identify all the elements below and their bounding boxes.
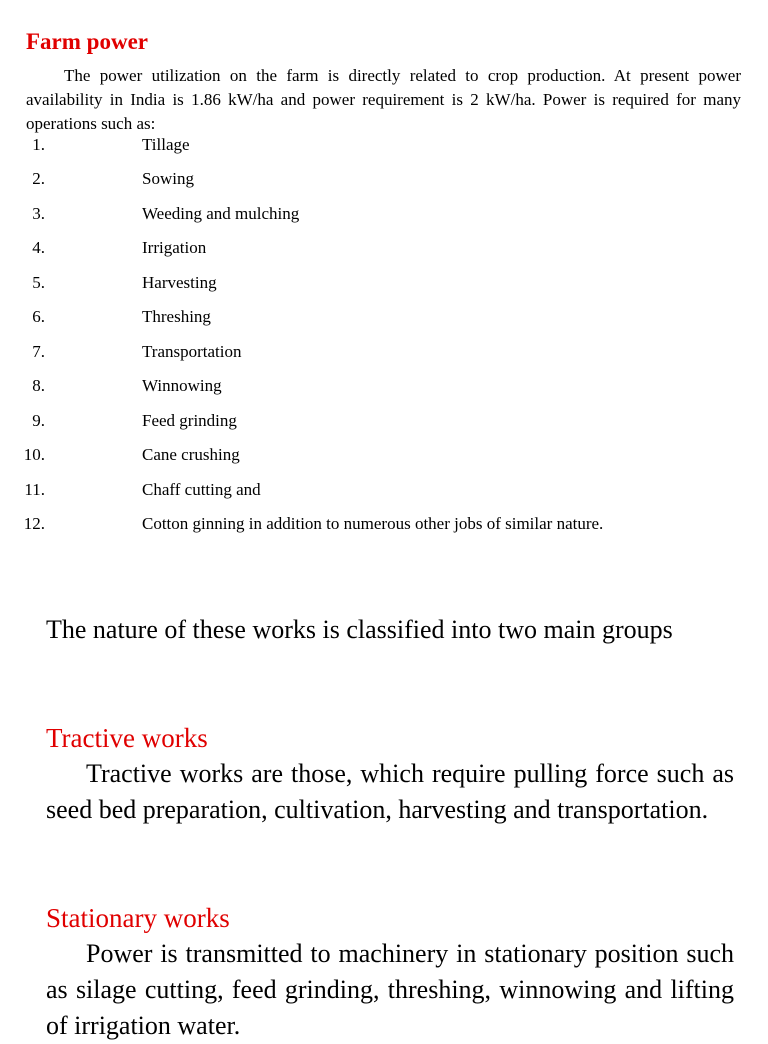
tractive-works-paragraph: Tractive works are those, which require pulling force such as seed bed preparation, cultivation, harvesting and transportation. <box>46 759 734 824</box>
list-item <box>0 133 700 157</box>
list-item-text: Chaff cutting and <box>142 480 261 499</box>
list-item-text: Harvesting <box>142 273 217 292</box>
list-item-text: Weeding and mulching <box>142 204 300 223</box>
list-item <box>0 305 700 329</box>
list-item-number: 4. <box>32 238 45 257</box>
list-item <box>0 443 700 467</box>
list-item-text: Cotton ginning in addition to numerous other jobs of similar nature. <box>142 514 604 533</box>
list-item <box>0 236 700 260</box>
list-item <box>0 374 700 398</box>
list-item <box>0 478 700 502</box>
list-item <box>0 167 700 191</box>
list-item-text: Threshing <box>142 307 211 326</box>
list-item <box>0 271 700 295</box>
list-item-number: 6. <box>32 307 45 326</box>
list-item-number: 1. <box>32 135 45 154</box>
list-item-number: 3. <box>32 204 45 223</box>
list-item-number: 9. <box>32 411 45 430</box>
tractive-works-heading: Tractive works <box>46 723 208 753</box>
list-item-text: Transportation <box>142 342 242 361</box>
stationary-works-heading: Stationary works <box>46 903 230 933</box>
classification-paragraph: The nature of these works is classified into two main groups <box>46 615 673 644</box>
intro-paragraph: The power utilization on the farm is directly related to crop production. At present power availability in India is 1.86 kW/ha and power requirement is 2 kW/ha. Power is required for many operations such as: <box>26 66 741 133</box>
list-item-text: Tillage <box>142 135 190 154</box>
list-item-number: 5. <box>32 273 45 292</box>
list-item-number: 8. <box>32 376 45 395</box>
stationary-works-paragraph: Power is transmitted to machinery in stationary position such as silage cutting, feed grinding, threshing, winnowing and lifting of irrigation water. <box>46 939 734 1040</box>
list-item <box>0 340 700 364</box>
list-item-number: 7. <box>32 342 45 361</box>
list-item-text: Winnowing <box>142 376 222 395</box>
list-item <box>0 512 700 536</box>
list-item-number: 12. <box>23 514 45 533</box>
list-item-text: Cane crushing <box>142 445 240 464</box>
list-item-number: 2. <box>32 169 45 188</box>
list-item-number: 10. <box>23 445 45 464</box>
list-item-text: Sowing <box>142 169 194 188</box>
list-item-text: Feed grinding <box>142 411 237 430</box>
farm-power-heading: Farm power <box>26 29 148 54</box>
list-item-text: Irrigation <box>142 238 207 257</box>
list-item-number: 11. <box>24 480 45 499</box>
list-item <box>0 409 700 433</box>
list-item <box>0 202 700 226</box>
